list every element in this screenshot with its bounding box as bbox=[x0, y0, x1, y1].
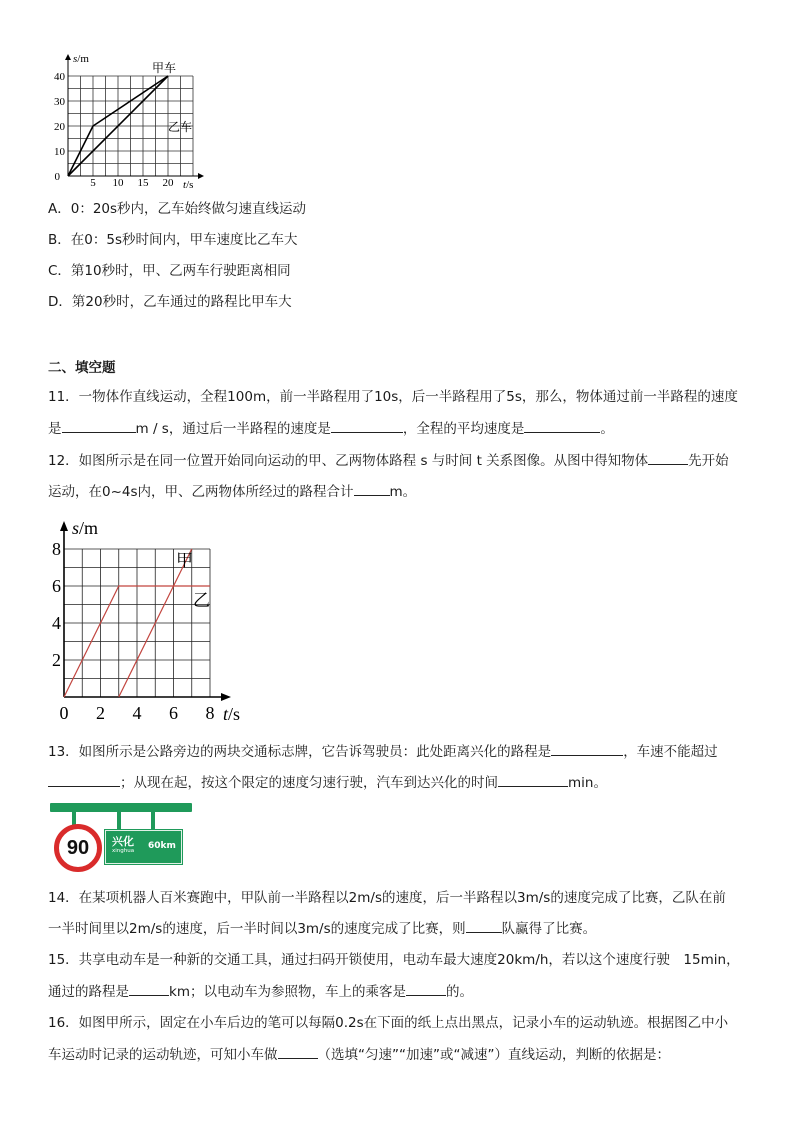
q16-line2 bbox=[48, 1044, 670, 1065]
q12-text-c: 运动，在0~4s内，甲、乙两物体所经过的路程合计 bbox=[48, 484, 354, 500]
q12-blank-2[interactable] bbox=[354, 481, 390, 496]
place-pinyin: xinghua bbox=[112, 848, 135, 854]
q16-line1: 16．如图甲所示，固定在小车后边的笔可以每隔0.2s在下面的纸上点出黑点，记录小车的运动轨迹。根据图乙中小 bbox=[48, 1015, 729, 1031]
chart-2-x-label-unit: /s bbox=[228, 704, 241, 724]
q13-blank-3[interactable] bbox=[498, 772, 568, 787]
chart-1-x-label-var: t bbox=[183, 179, 187, 191]
chart-2-grid bbox=[64, 549, 210, 697]
q11-blank-1[interactable] bbox=[62, 418, 136, 433]
q14-line2 bbox=[48, 918, 596, 939]
q14-blank-1[interactable] bbox=[466, 918, 502, 933]
chart-1-axes bbox=[65, 54, 204, 179]
q12-line1 bbox=[48, 450, 729, 471]
chart-2-x-tick: 2 bbox=[96, 703, 105, 723]
chart-2-x-tick: 4 bbox=[132, 703, 142, 723]
q13-line2 bbox=[48, 772, 607, 793]
chart-2-x-tick: 6 bbox=[169, 703, 178, 723]
traffic-signs bbox=[50, 803, 195, 873]
q11-line2 bbox=[48, 418, 614, 439]
q13-blank-2[interactable] bbox=[48, 772, 120, 787]
chart-2-x-tick: 8 bbox=[205, 703, 215, 723]
sign-post-right bbox=[151, 811, 155, 831]
chart-1-y-tick: 20 bbox=[54, 121, 65, 133]
sign-post-left bbox=[72, 811, 76, 825]
q12-line2 bbox=[48, 481, 416, 502]
chart-2-x-label-var: t bbox=[223, 704, 229, 724]
chart-2-x-label bbox=[223, 704, 240, 724]
chart-1-x-tick: 15 bbox=[137, 177, 149, 189]
chart-1-y-tick: 30 bbox=[54, 96, 65, 108]
q10-option-c: C．第10秒时，甲、乙两车行驶距离相同 bbox=[48, 263, 291, 279]
q11-text-d: 。 bbox=[600, 421, 614, 437]
chart-1-labels bbox=[54, 53, 193, 191]
chart-1-legend-jia: 甲车 bbox=[152, 61, 177, 75]
chart-1 bbox=[40, 50, 210, 195]
q15-text-a: 通过的路程是 bbox=[48, 984, 129, 1000]
q12-text-a: 12．如图所示是在同一位置开始同向运动的甲、乙两物体路程 s 与时间 t 关系图像。从图中得知物体 bbox=[48, 453, 649, 469]
q10-option-a: A．0：20s秒内，乙车始终做匀速直线运动 bbox=[48, 201, 307, 217]
q16-text-b: （选填“匀速”“加速”或“减速”）直线运动，判断的依据是： bbox=[317, 1047, 670, 1063]
chart-2-y-label-var: s bbox=[72, 518, 80, 538]
chart-2-y-tick: 2 bbox=[52, 650, 61, 670]
distance-value: 60km bbox=[148, 841, 176, 851]
q13-text-b: ，车速不能超过 bbox=[623, 744, 718, 760]
chart-2-y-label-unit: /m bbox=[79, 518, 99, 538]
chart-2-x-arrow bbox=[221, 693, 231, 701]
chart-1-y-tick: 40 bbox=[54, 71, 65, 83]
chart-1-x-arrow bbox=[198, 173, 204, 179]
q13-text-a: 13．如图所示是公路旁边的两块交通标志牌，它告诉驾驶员：此处距离兴化的路程是 bbox=[48, 744, 552, 760]
chart-1-y-tick: 10 bbox=[54, 146, 65, 158]
chart-2-y-tick: 8 bbox=[52, 539, 61, 559]
speed-limit-value: 90 bbox=[66, 836, 90, 859]
q13-blank-1[interactable] bbox=[551, 741, 623, 756]
q15-line2 bbox=[48, 981, 473, 1002]
sign-post-mid bbox=[117, 811, 121, 831]
q10-option-d: D．第20秒时，乙车通过的路程比甲车大 bbox=[48, 294, 292, 310]
q13-text-c: ；从现在起，按这个限定的速度匀速行驶，汽车到达兴化的时间 bbox=[120, 775, 498, 791]
chart-2 bbox=[45, 515, 260, 727]
q15-text-c: 的。 bbox=[445, 984, 473, 1000]
chart-2-y-tick: 4 bbox=[52, 613, 61, 633]
chart-2-axes bbox=[60, 521, 231, 701]
q10-option-b: B．在0：5s秒时间内，甲车速度比乙车大 bbox=[48, 232, 298, 248]
chart-2-y-tick: 6 bbox=[52, 576, 61, 596]
place-name: 兴化 bbox=[112, 835, 134, 848]
q14-text-a: 一半时间里以2m/s的速度，后一半时间以3m/s的速度完成了比赛，则 bbox=[48, 921, 466, 937]
section-title: 二、填空题 bbox=[48, 360, 116, 376]
chart-2-legend-jia: 甲 bbox=[176, 551, 193, 570]
q15-blank-1[interactable] bbox=[129, 981, 169, 996]
distance-sign bbox=[105, 830, 182, 864]
q12-text-b: 先开始 bbox=[688, 453, 729, 469]
chart-1-legend-yi: 乙车 bbox=[168, 120, 193, 134]
q14-text-b: 队赢得了比赛。 bbox=[501, 921, 597, 937]
chart-1-x-label-unit: /s bbox=[186, 179, 194, 191]
q15-line1: 15．共享电动车是一种新的交通工具，通过扫码开锁使用，电动车最大速度20km/h，若以这个速度行驶 15min， bbox=[48, 952, 740, 968]
chart-1-x-tick: 10 bbox=[112, 177, 124, 189]
q11-blank-3[interactable] bbox=[524, 418, 600, 433]
q12-blank-1[interactable] bbox=[648, 450, 688, 465]
q11-line1: 11．一物体作直线运动，全程100m，前一半路程用了10s，后一半路程用了5s，那么，物体通过前一半路程的速度 bbox=[48, 389, 738, 405]
chart-1-y-arrow bbox=[65, 54, 71, 60]
chart-1-x-tick: 5 bbox=[90, 177, 96, 189]
q11-text-c: ，全程的平均速度是 bbox=[402, 421, 525, 437]
chart-1-x-label bbox=[183, 179, 193, 191]
chart-2-x-tick: 0 bbox=[59, 703, 69, 723]
q16-text-a: 车运动时记录的运动轨迹，可知小车做 bbox=[48, 1047, 278, 1063]
chart-2-legend-yi: 乙 bbox=[193, 591, 210, 610]
speed-limit-sign bbox=[54, 824, 102, 872]
q14-line1: 14．在某项机器人百米赛跑中，甲队前一半路程以2m/s的速度，后一半路程以3m/s的速度完成了比赛，乙队在前 bbox=[48, 890, 726, 906]
chart-2-y-label bbox=[72, 518, 98, 538]
q13-line1 bbox=[48, 741, 718, 762]
q11-blank-2[interactable] bbox=[331, 418, 403, 433]
chart-1-origin: 0 bbox=[54, 171, 60, 183]
chart-1-x-tick: 20 bbox=[162, 177, 174, 189]
chart-1-y-label bbox=[73, 53, 89, 65]
q15-text-b: km；以电动车为参照物，车上的乘客是 bbox=[169, 984, 406, 1000]
q16-blank-1[interactable] bbox=[278, 1044, 318, 1059]
q15-blank-2[interactable] bbox=[406, 981, 446, 996]
q11-text-b: m / s，通过后一半路程的速度是 bbox=[135, 421, 331, 437]
chart-1-y-label-var: s bbox=[73, 53, 78, 65]
q11-text-a: 是 bbox=[48, 421, 62, 437]
q12-text-d: m。 bbox=[389, 484, 417, 500]
chart-2-y-arrow bbox=[60, 521, 68, 531]
chart-1-y-label-unit: /m bbox=[77, 53, 89, 65]
q13-text-d: min。 bbox=[568, 775, 607, 791]
